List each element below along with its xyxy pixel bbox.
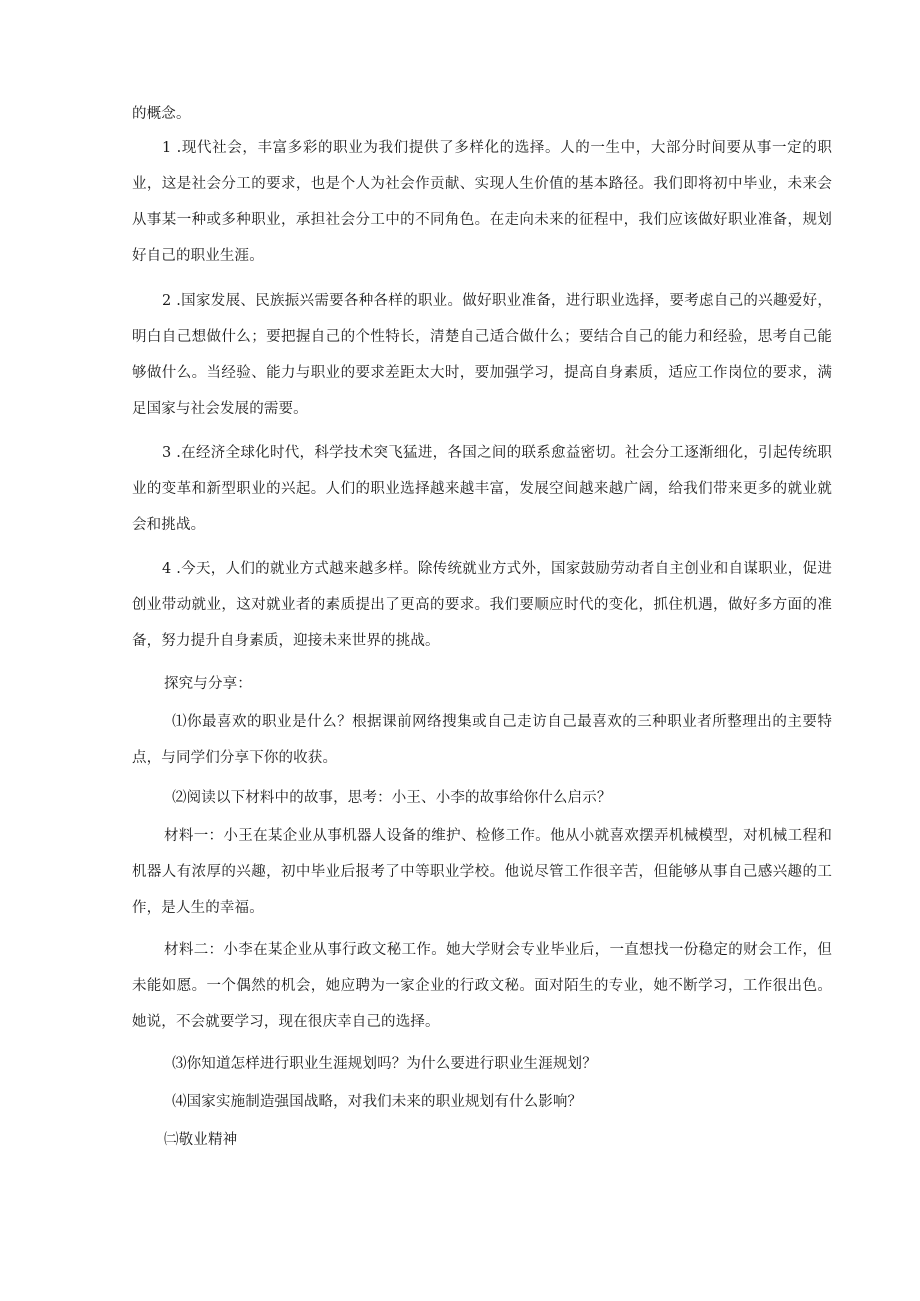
- paragraph-point-1: 1 .现代社会，丰富多彩的职业为我们提供了多样化的选择。人的一生中，大部分时间要从事一定的职业，这是社会分工的要求，也是个人为社会作贡献、实现人生价值的基本路径。我们即将初中毕业，未来会从事某一种或多种职业，承担社会分工中的不同角色。在走向未来的征程中，我们应该做好职业准备，规划好自己的职业生涯。: [132, 140, 832, 264]
- question-3: ⑶你知道怎样进行职业生涯规划吗？为什么要进行职业生涯规划？: [172, 1056, 597, 1072]
- question-1: ⑴你最喜欢的职业是什么？根据课前网络搜集或自己走访自己最喜欢的三种职业者所整理出的主要特点，与同学们分享下你的收获。: [132, 714, 832, 766]
- material-1: 材料一：小王在某企业从事机器人设备的维护、检修工作。他从小就喜欢摆弄机械模型，对机械工程和机器人有浓厚的兴趣，初中毕业后报考了中等职业学校。他说尽管工作很辛苦，但能够从事自己感兴趣的工作，是人生的幸福。: [132, 828, 832, 916]
- paragraph-point-3: 3 .在经济全球化时代，科学技术突飞猛进，各国之间的联系愈益密切。社会分工逐渐细化，引起传统职业的变革和新型职业的兴起。人们的职业选择越来越丰富，发展空间越来越广阔，给我们带来更多的就业就会和挑战。: [132, 445, 832, 533]
- paragraph-continuation: 的概念。: [132, 106, 191, 122]
- material-2: 材料二：小李在某企业从事行政文秘工作。她大学财会专业毕业后，一直想找一份稳定的财会工作，但未能如愿。一个偶然的机会，她应聘为一家企业的行政文秘。面对陌生的专业，她不断学习，工作很出色。她说，不会就要学习，现在很庆幸自己的选择。: [132, 942, 832, 1030]
- paragraph-point-4: 4 .今天，人们的就业方式越来越多样。除传统就业方式外，国家鼓励劳动者自主创业和自谋职业，促进创业带动就业，这对就业者的素质提出了更高的要求。我们要顺应时代的变化，抓住机遇，做好多方面的准备，努力提升自身素质，迎接未来世界的挑战。: [132, 561, 832, 649]
- paragraph-point-2: 2 .国家发展、民族振兴需要各种各样的职业。做好职业准备，进行职业选择，要考虑自己的兴趣爱好，明白自己想做什么；要把握自己的个性特长，清楚自己适合做什么；要结合自己的能力和经验，思考自己能够做什么。当经验、能力与职业的要求差距太大时，要加强学习，提高自身素质，适应工作岗位的要求，满足国家与社会发展的需要。: [132, 293, 832, 417]
- question-2: ⑵阅读以下材料中的故事，思考：小王、小李的故事给你什么启示？: [172, 790, 612, 806]
- section-heading-dedication: ㈡敬业精神: [164, 1132, 238, 1148]
- question-4: ⑷国家实施制造强国战略，对我们未来的职业规划有什么影响？: [172, 1094, 583, 1110]
- section-heading-explore-share: 探究与分享：: [164, 676, 252, 692]
